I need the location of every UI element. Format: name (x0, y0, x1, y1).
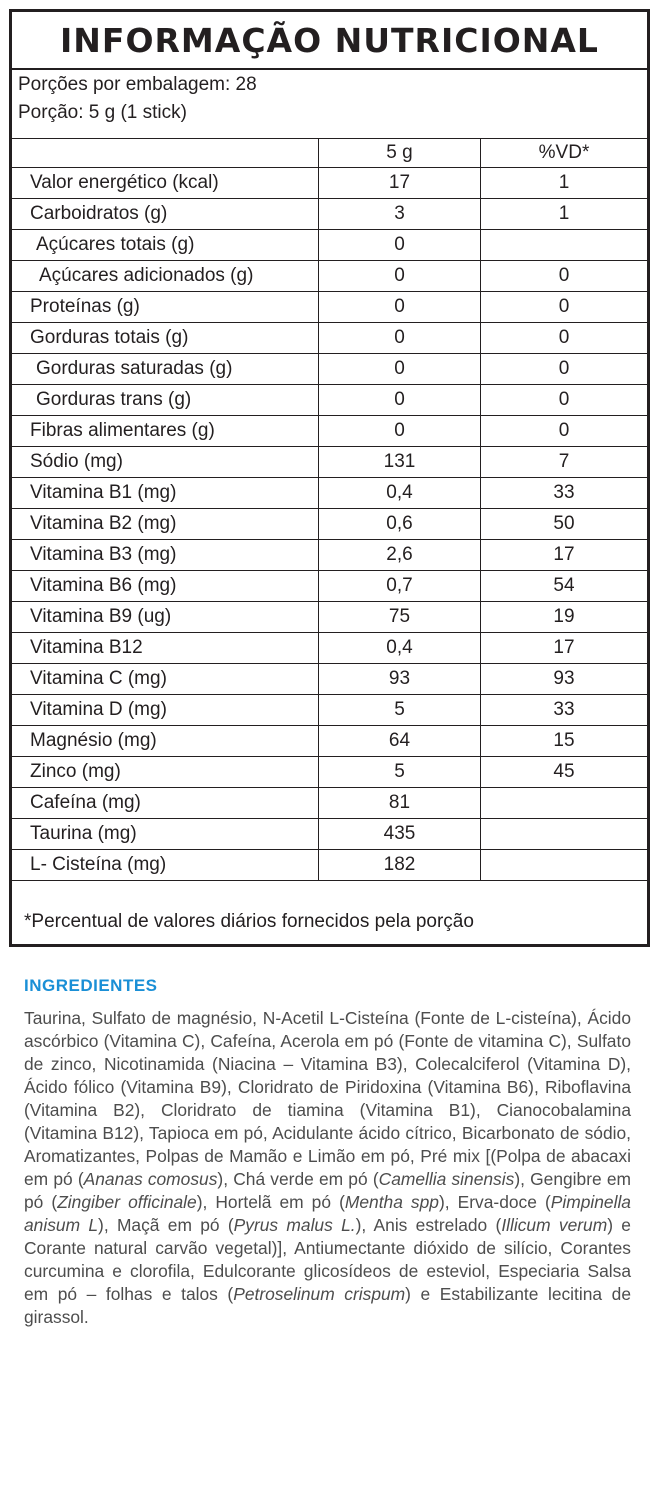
table-row (11, 695, 649, 726)
scientific-name: Mentha spp (344, 1192, 439, 1212)
scientific-name: Ananas comosus (83, 1169, 218, 1189)
cell-name: Vitamina D (mg) (11, 695, 319, 726)
cell-name: Proteínas (g) (11, 292, 319, 323)
cell-qty: 0 (319, 323, 481, 354)
cell-vd: 50 (481, 509, 649, 540)
cell-vd: 1 (481, 199, 649, 230)
cell-name: Taurina (mg) (11, 819, 319, 850)
cell-vd (481, 230, 649, 261)
cell-name: Carboidratos (g) (11, 199, 319, 230)
cell-qty: 17 (319, 168, 481, 199)
table-row (11, 292, 649, 323)
cell-name: Vitamina C (mg) (11, 664, 319, 695)
cell-vd: 1 (481, 168, 649, 199)
cell-vd: 0 (481, 385, 649, 416)
cell-qty: 131 (319, 447, 481, 478)
table-row (11, 261, 649, 292)
scientific-name: Pyrus malus L. (233, 1215, 356, 1235)
ingredients-text (24, 1007, 631, 1329)
cell-name: Gorduras saturadas (g) (11, 354, 319, 385)
cell-qty: 182 (319, 850, 481, 881)
table-row (11, 385, 649, 416)
cell-qty: 0,7 (319, 571, 481, 602)
cell-vd: 33 (481, 478, 649, 509)
cell-name: Vitamina B6 (mg) (11, 571, 319, 602)
table-row (11, 850, 649, 881)
cell-vd: 93 (481, 664, 649, 695)
label-title: INFORMAÇÃO NUTRICIONAL (12, 12, 647, 70)
cell-name: Gorduras trans (g) (11, 385, 319, 416)
scientific-name: Illicum verum (501, 1215, 608, 1235)
cell-name: Gorduras totais (g) (11, 323, 319, 354)
cell-vd: 0 (481, 416, 649, 447)
table-row (11, 168, 649, 199)
cell-qty: 5 (319, 757, 481, 788)
cell-qty: 0 (319, 385, 481, 416)
cell-vd (481, 788, 649, 819)
cell-qty: 93 (319, 664, 481, 695)
cell-name: Vitamina B2 (mg) (11, 509, 319, 540)
cell-name: Magnésio (mg) (11, 726, 319, 757)
cell-vd (481, 850, 649, 881)
cell-qty: 0 (319, 354, 481, 385)
table-row (11, 199, 649, 230)
cell-vd: 45 (481, 757, 649, 788)
cell-qty: 0 (319, 230, 481, 261)
ingredient-text: ), Chá verde em pó ( (217, 1169, 379, 1189)
table-row (11, 323, 649, 354)
ingredients-heading: INGREDIENTES (24, 976, 158, 995)
ingredient-text: ) e Corante natural carvão vegetal)], Antiumectante dióxido de silício, Corantes curcumina e clorofila, Edulcorante glicosídeos de esteviol, Especiaria Salsa em pó – folhas e talos ( (24, 1215, 631, 1304)
ingredient-text: ) e Estabilizante lecitina de girassol. (24, 1284, 632, 1327)
cell-qty: 435 (319, 819, 481, 850)
table-row (11, 509, 649, 540)
cell-qty: 5 (319, 695, 481, 726)
table-row (11, 664, 649, 695)
ingredient-text: ), Anis estrelado ( (355, 1215, 502, 1235)
cell-vd (481, 819, 649, 850)
table-row (11, 788, 649, 819)
cell-qty: 0,4 (319, 478, 481, 509)
table-header-row (11, 139, 649, 168)
cell-vd: 0 (481, 323, 649, 354)
table-row (11, 447, 649, 478)
servings-per-package: Porções por embalagem: 28 (18, 74, 257, 95)
scientific-name: Camellia sinensis (378, 1169, 515, 1189)
cell-vd: 0 (481, 354, 649, 385)
ingredient-text: ), Hortelã em pó ( (196, 1192, 345, 1212)
cell-name: Zinco (mg) (11, 757, 319, 788)
cell-qty: 0,4 (319, 633, 481, 664)
cell-qty: 0,6 (319, 509, 481, 540)
cell-qty: 64 (319, 726, 481, 757)
ingredient-text: ), Maçã em pó ( (98, 1215, 234, 1235)
cell-name: Vitamina B9 (ug) (11, 602, 319, 633)
cell-name: Vitamina B12 (11, 633, 319, 664)
cell-qty: 0 (319, 416, 481, 447)
cell-name: Sódio (mg) (11, 447, 319, 478)
ingredient-text: ), Gengibre em pó ( (24, 1169, 631, 1212)
cell-qty: 2,6 (319, 540, 481, 571)
header-name (11, 139, 319, 168)
table-row (11, 354, 649, 385)
cell-name: Vitamina B1 (mg) (11, 478, 319, 509)
cell-vd: 0 (481, 292, 649, 323)
ingredient-text: ), Erva-doce ( (438, 1192, 551, 1212)
cell-vd: 17 (481, 633, 649, 664)
cell-name: Fibras alimentares (g) (11, 416, 319, 447)
table-row (11, 726, 649, 757)
header-qty: 5 g (319, 139, 481, 168)
table-row (11, 230, 649, 261)
cell-qty: 75 (319, 602, 481, 633)
cell-name: Açúcares adicionados (g) (11, 261, 319, 292)
table-row (11, 602, 649, 633)
cell-vd: 17 (481, 540, 649, 571)
cell-vd: 19 (481, 602, 649, 633)
cell-vd: 54 (481, 571, 649, 602)
footnote: *Percentual de valores diários fornecidos pela porção (24, 911, 474, 932)
cell-name: Vitamina B3 (mg) (11, 540, 319, 571)
cell-name: Cafeína (mg) (11, 788, 319, 819)
table-row (11, 757, 649, 788)
serving-size: Porção: 5 g (1 stick) (18, 102, 187, 123)
cell-qty: 3 (319, 199, 481, 230)
table-row (11, 540, 649, 571)
table-row (11, 819, 649, 850)
cell-name: Valor energético (kcal) (11, 168, 319, 199)
cell-vd: 0 (481, 261, 649, 292)
table-row (11, 633, 649, 664)
table-row (11, 416, 649, 447)
cell-vd: 33 (481, 695, 649, 726)
cell-qty: 0 (319, 261, 481, 292)
scientific-name: Pimpinella anisum L (24, 1192, 631, 1235)
cell-qty: 0 (319, 292, 481, 323)
cell-vd: 15 (481, 726, 649, 757)
scientific-name: Zingiber officinale (57, 1192, 197, 1212)
ingredient-text: Taurina, Sulfato de magnésio, N-Acetil L-Cisteína (Fonte de L-cisteína), Ácido ascórbico (Vitamina C), Cafeína, Acerola em pó (Fonte de vitamina C), Sulfato de zinco, Nicotinamida (Niacina – Vitamina B3), Colecalciferol (Vitamina D), Ácido fólico (Vitamina B9), Cloridrato de Piridoxina (Vitamina B6), Riboflavina (Vitamina B2), Cloridrato de tiamina (Vitamina B1), Cianocobalamina (Vitamina B12), Tapioca em pó, Acidulante ácido cítrico, Bicarbonato de sódio, Aromatizantes, Polpas de Mamão e Limão em pó, Pré mix [(Polpa de abacaxi em pó ( (24, 1008, 631, 1189)
table-row (11, 478, 649, 509)
header-vd: %VD* (481, 139, 649, 168)
cell-vd: 7 (481, 447, 649, 478)
scientific-name: Petroselinum crispum (233, 1284, 406, 1304)
cell-name: Açúcares totais (g) (11, 230, 319, 261)
cell-name: L- Cisteína (mg) (11, 850, 319, 881)
cell-qty: 81 (319, 788, 481, 819)
table-row (11, 571, 649, 602)
nutrition-table (9, 138, 650, 881)
